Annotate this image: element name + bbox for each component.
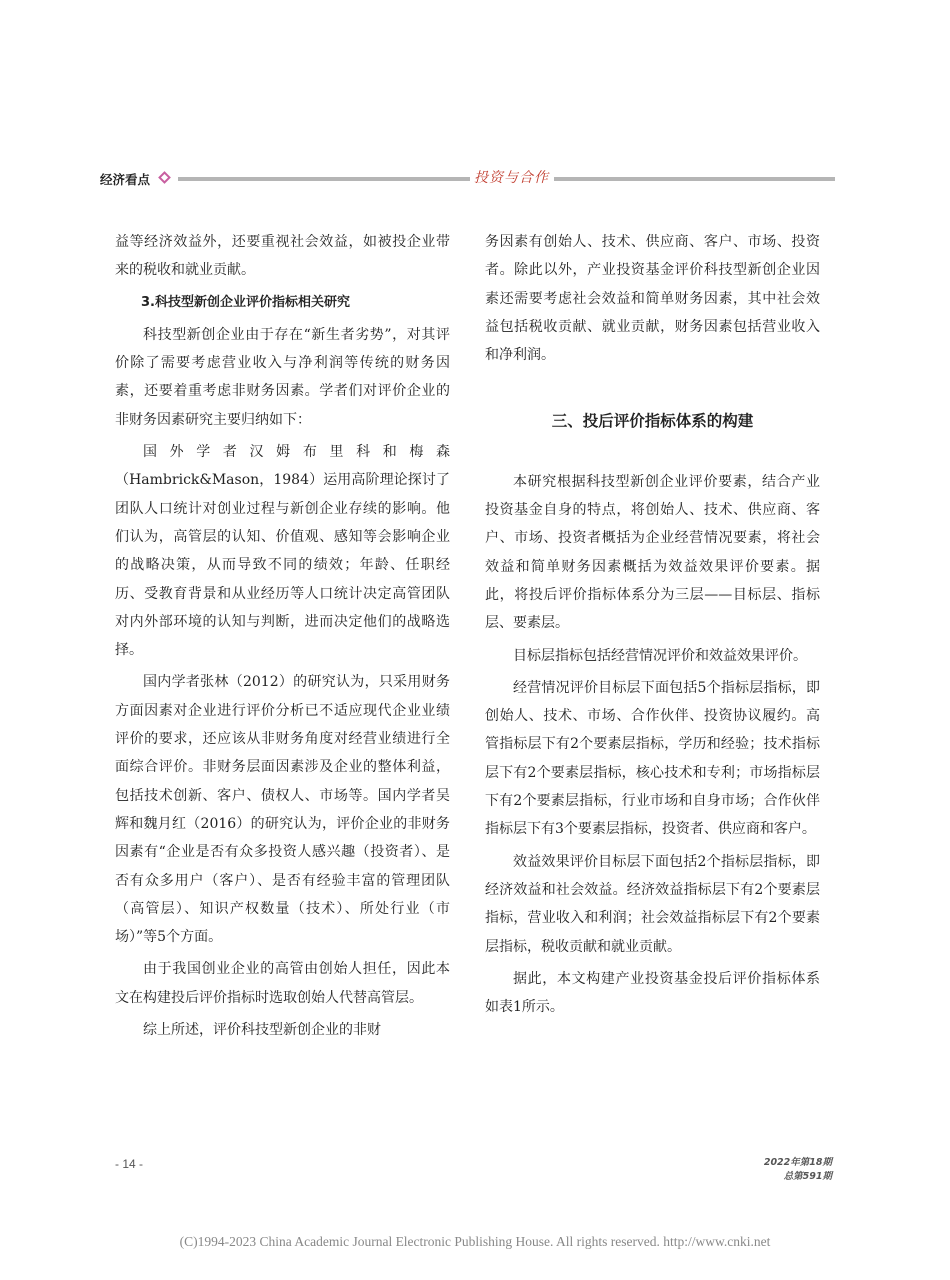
paragraph: 务因素有创始人、技术、供应商、客户、市场、投资者。除此以外，产业投资基金评价科技型新创企业因素还需要考虑社会效益和简单财务因素，其中社会效益包括税收贡献、就业贡献，财务因素包括营业收入和净利润。 [485, 234, 820, 364]
header-rule-right [545, 177, 835, 181]
paragraph: 本研究根据科技型新创企业评价要素，结合产业投资基金自身的特点，将创始人、技术、供应商、客户、市场、投资者概括为企业经营情况要素，将社会效益和简单财务因素概括为效益效果评价要素。据此，将投后评价指标体系分为三层——目标层、指标层、要素层。 [485, 473, 820, 632]
paragraph: 经营情况评价目标层下面包括5个指标层指标，即创始人、技术、市场、合作伙伴、投资协议履约。高管指标层下有2个要素层指标，学历和经验；技术指标层下有2个要素层指标，核心技术和专利；市场指标层下有2个要素层指标，行业市场和自身市场；合作伙伴指标层下有3个要素层指标，投资者、供应商和客户。 [485, 679, 820, 838]
paragraph: 据此，本文构建产业投资基金投后评价指标体系如表1所示。 [485, 970, 820, 1016]
diamond-icon [158, 171, 171, 184]
paragraph: 国内学者张林（2012）的研究认为，只采用财务方面因素对企业进行评价分析已不适应现代企业业绩评价的要求，还应该从非财务角度对经营业绩进行全面综合评价。非财务层面因素涉及企业的整体利益，包括技术创新、客户、债权人、市场等。国内学者吴辉和魏月红（2016）的研究认为，评价企业的非财务因素有“企业是否有众多投资人感兴趣（投资者）、是否有众多用户（客户）、是否有经验丰富的管理团队（高管层）、知识产权数量（技术）、所处行业（市场）”等5个方面。 [115, 674, 450, 946]
section-label: 经济看点 [100, 172, 151, 187]
copyright-notice: (C)1994-2023 China Academic Journal Electronic Publishing House. All rights reserved. http://www.cnki.net [179, 1234, 771, 1249]
running-header [100, 170, 835, 190]
paragraph: 综上所述，评价科技型新创企业的非财 [143, 1022, 381, 1039]
section-heading: 三、投后评价指标体系的构建 [551, 412, 754, 431]
journal-logo: 投资与合作 [470, 167, 554, 189]
right-column [485, 228, 820, 1021]
paragraph: 由于我国创业企业的高管由创始人担任，因此本文在构建投后评价指标时选取创始人代替高管层。 [115, 961, 450, 1006]
page-number: - 14 - [115, 1157, 144, 1171]
left-column [115, 228, 450, 1044]
issue-info [764, 1156, 832, 1184]
issue-number: 2022年第18期 [763, 1157, 832, 1168]
total-issue-number: 总第591期 [783, 1171, 832, 1182]
paragraph: 目标层指标包括经营情况评价和效益效果评价。 [513, 647, 807, 664]
paragraph: 益等经济效益外，还要重视社会效益，如被投企业带来的税收和就业贡献。 [115, 234, 450, 279]
subheading: 3.科技型新创企业评价指标相关研究 [141, 294, 350, 310]
paragraph: 科技型新创企业由于存在“新生者劣势”，对其评价除了需要考虑营业收入与净利润等传统的财务因素，还要着重考虑非财务因素。学者们对评价企业的非财务因素研究主要归纳如下： [115, 326, 450, 428]
paragraph: 国外学者汉姆布里科和梅森（Hambrick&Mason，1984）运用高阶理论探讨了团队人口统计对创业过程与新创企业存续的影响。他们认为，高管层的认知、价值观、感知等会影响企业的战略决策，从而导致不同的绩效；年龄、任职经历、受教育背景和从业经历等人口统计决定高管团队对内外部环境的认知与判断，进而决定他们的战略选择。 [115, 444, 450, 659]
paragraph: 效益效果评价目标层下面包括2个指标层指标，即经济效益和社会效益。经济效益指标层下有2个要素层指标，营业收入和利润；社会效益指标层下有2个要素层指标，税收贡献和就业贡献。 [485, 853, 820, 955]
